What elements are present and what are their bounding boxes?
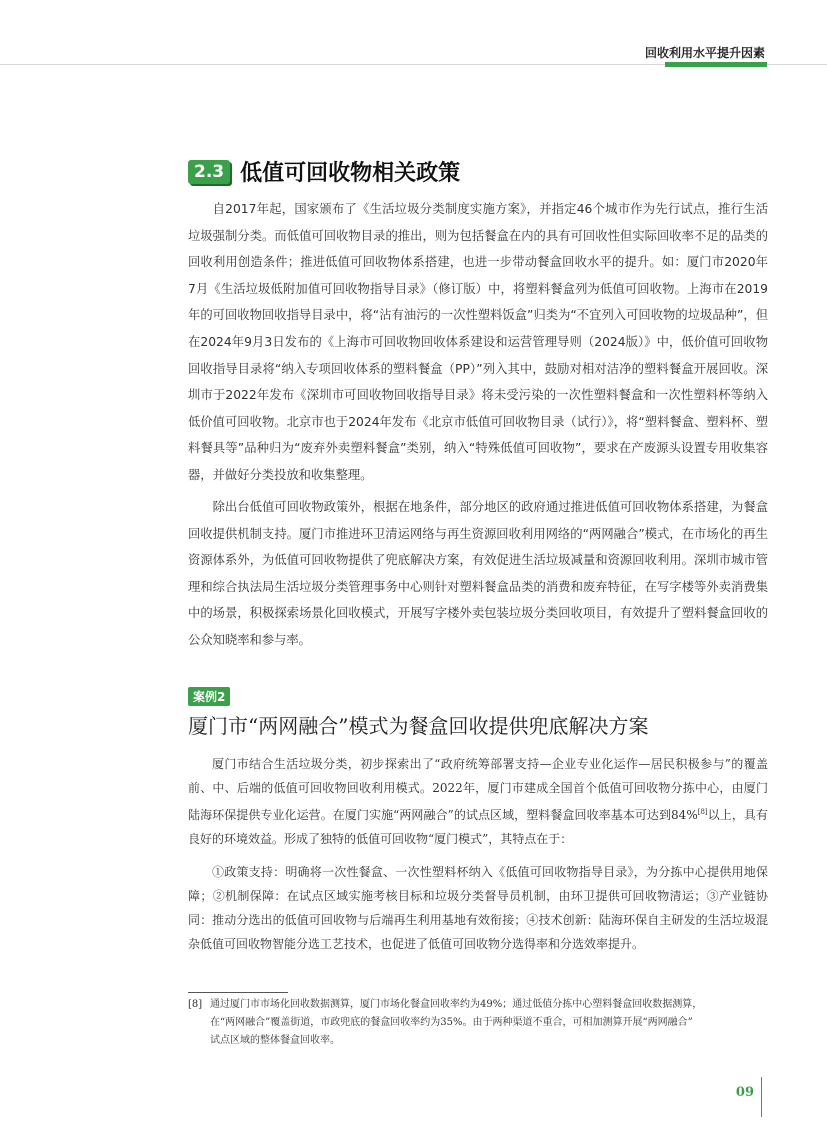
page-number-rule [761,1077,762,1117]
footnote [188,996,768,1050]
footnote-divider [188,992,288,993]
page-number: 09 [735,1085,754,1100]
footnote-line-1-text: 通过厦门市市场化回收数据测算，厦门市场化餐盒回收率约为49%；通过低值分拣中心塑料餐盒回收数据测算， [210,999,703,1010]
case-title: 厦门市“两网融合”模式为餐盒回收提供兜底解决方案 [188,714,649,738]
running-header-title: 回收利用水平提升因素 [644,46,765,60]
header-accent-bar [665,62,767,67]
case-paragraph-2: ①政策支持：明确将一次性餐盒、一次性塑料杯纳入《低值可回收物指导目录》，为分拣中心提供用地保障；②机制保障：在试点区域实施考核目标和垃圾分类督导员机制，由环卫提供可回收物清运；③产业链协同：推动分选出的低值可回收物与后端再生利用基地有效衔接；④技术创新：陆海环保自主研发的生活垃圾混杂低值可回收物智能分选工艺技术，也促进了低值可回收物分选得率和分选效率提升。 [188,865,768,951]
footnote-line-3: 试点区域的整体餐盒回收率。 [210,1035,340,1046]
body-paragraph-1: 自2017年起，国家颁布了《生活垃圾分类制度实施方案》，并指定46个城市作为先行试点，推行生活垃圾强制分类。而低值可回收物目录的推出，则为包括餐盒在内的具有可回收性但实际回收率不足的品类的回收利用创造条件；推进低值可回收物体系搭建，也进一步带动餐盒回收水平的提升。如：厦门市2020年7月《生活垃圾低附加值可回收物指导目录》（修订版）中，将塑料餐盒列为低值可回收物。上海市在2019年的可回收物回收指导目录中，将“沾有油污的一次性塑料饭盒”归类为“不宜列入可回收物的垃圾品种”，但在2024年9月3日发布的《上海市可回收物回收体系建设和运营管理导则（2024版）》中，低价值可回收物回收指导目录将“纳入专项回收体系的塑料餐盒（PP）”列入其中，鼓励对相对洁净的塑料餐盒开展回收。深圳市于2022年发布《深圳市可回收物回收指导目录》将未受污染的一次性塑料餐盒和一次性塑料杯等纳入低价值可回收物。北京市也于2024年发布《北京市低值可回收物目录（试行）》，将“塑料餐盒、塑料杯、塑料餐具等”品种归为“废弃外卖塑料餐盒”类别，纳入“特殊低值可回收物”，要求在产废源头设置专用收集容器，并做好分类投放和收集整理。 [188,202,768,482]
body-paragraph-2: 除出台低值可回收物政策外，根据在地条件，部分地区的政府通过推进低值可回收物体系搭建，为餐盒回收提供机制支持。厦门市推进环卫清运网络与再生资源回收利用网络的“两网融合”模式，在市场化的再生资源体系外，为低值可回收物提供了兜底解决方案，有效促进生活垃圾减量和资源回收利用。深圳市城市管理和综合执法局生活垃圾分类管理事务中心则针对塑料餐盒品类的消费和废弃特征，在写字楼等外卖消费集中的场景，积极探索场景化回收模式，开展写字楼外卖包装垃圾分类回收项目，有效提升了塑料餐盒回收的公众知晓率和参与率。 [188,500,768,647]
case-paragraph-1 [188,752,768,851]
footnote-reference[interactable]: [8] [697,808,708,816]
footnote-number: [8] [188,999,203,1010]
section-heading [188,156,460,187]
footnote-line-1 [188,996,768,1014]
section-number-badge: 2.3 [188,160,230,184]
case-paragraph-1-text-cont: 以上，具有良好的环境效益。形成了独特的低值可回收物“厦门模式”，其特点在于： [188,808,768,846]
case-paragraph-1-text: 厦门市结合生活垃圾分类，初步探索出了“政府统筹部署支持—企业专业化运作—居民积极参与”的覆盖前、中、后端的低值可回收物回收利用模式。2022年，厦门市建成全国首个低值可回收物分拣中心，由厦门陆海环保提供专业化运营。在厦门实施“两网融合”的试点区域，塑料餐盒回收率基本可达到84% [188,757,768,822]
section-title: 低值可回收物相关政策 [240,161,461,186]
footnote-line-2: 在“两网融合”覆盖街道，市政兜底的餐盒回收率约为35%。由于两种渠道不重合，可相加测算开展“两网融合” [210,1017,693,1028]
case-badge: 案例2 [188,687,230,706]
